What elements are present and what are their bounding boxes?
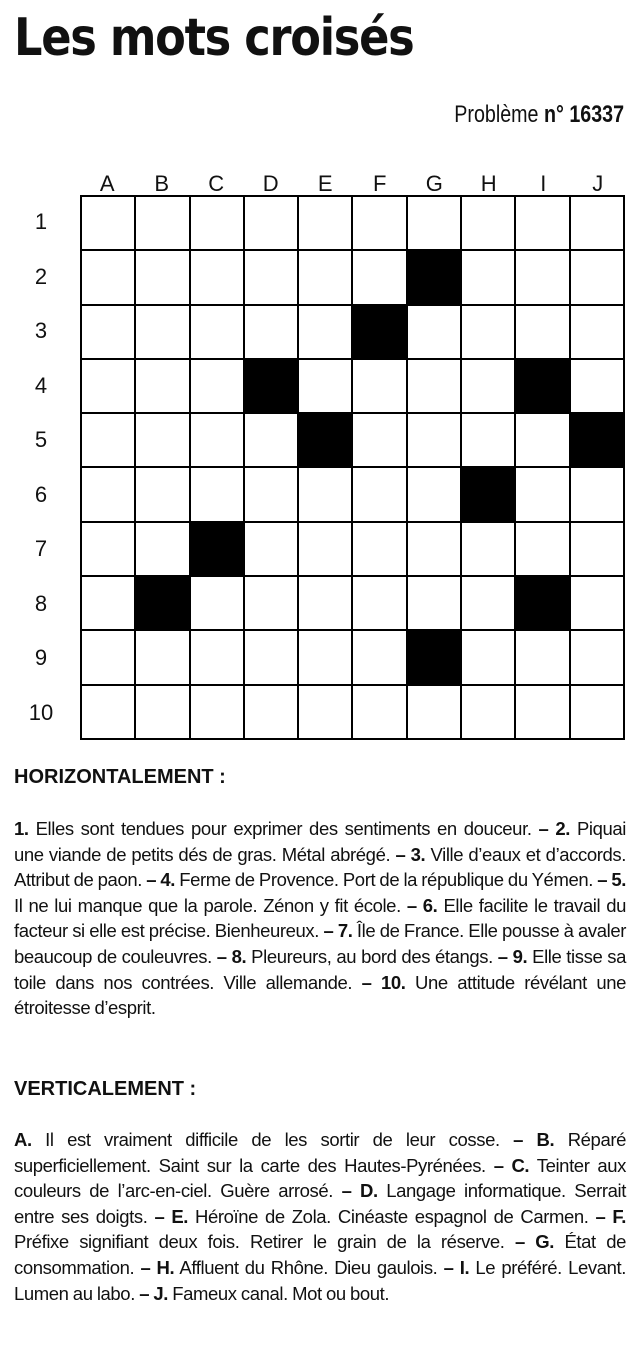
cell-i10[interactable] [516,686,570,740]
cell-f1[interactable] [353,197,407,251]
black-cell-g9 [408,631,462,685]
cell-b4[interactable] [136,360,190,414]
clue-number: I. [459,1256,470,1278]
clue-separator: – [504,1231,536,1253]
clue-text: Ferme de Provence. Port de la république du Yémen. [174,869,593,891]
clue-text: Elle tisse sa toile dans nos contrées. Ville allemande. [14,945,626,993]
clue-text: Le préféré. Levant. Lumen au labo. [14,1256,626,1304]
cell-e8[interactable] [299,577,353,631]
row-label-7: 7 [34,536,48,561]
clue-text: Fameux canal. Mot ou bout. [167,1282,390,1304]
cell-c9[interactable] [191,631,245,685]
cell-f8[interactable] [353,577,407,631]
clue-number: B. [536,1129,555,1150]
clue-text: État de consommation. [14,1231,626,1278]
black-cell-j5 [571,414,625,468]
column-label-h: H [480,171,497,196]
cell-i9[interactable] [516,631,570,685]
crossword-grid[interactable] [80,195,625,740]
cell-e7[interactable] [299,523,353,577]
clue-text: Réparé superficiellement. Saint sur la carte des Hautes-Pyrénées. [14,1129,626,1176]
problem-label: Problème [454,101,539,128]
row-label-10: 10 [28,699,54,725]
cell-c5[interactable] [191,414,245,468]
cell-h10[interactable] [462,686,516,740]
cell-a3[interactable] [82,306,136,360]
clue-separator: – [485,1154,512,1176]
column-label-a: A [99,171,115,196]
cell-a5[interactable] [82,414,136,468]
cell-i2[interactable] [516,251,570,305]
clue-separator: – [352,971,382,993]
black-cell-i4 [516,360,570,414]
cell-d8[interactable] [245,577,299,631]
cell-d3[interactable] [245,306,299,360]
horizontal-heading: HORIZONTALEMENT : [14,766,226,788]
clue-separator: – [390,843,411,865]
cell-g10[interactable] [408,686,462,740]
cell-h4[interactable] [462,360,516,414]
cell-h9[interactable] [462,631,516,685]
cell-h2[interactable] [462,251,516,305]
cell-j4[interactable] [571,360,625,414]
clue-separator: – [141,869,161,891]
cell-d1[interactable] [245,197,299,251]
cell-b2[interactable] [136,251,190,305]
cell-h1[interactable] [462,197,516,251]
clue-number: 4. [160,869,175,891]
clue-text: Teinter aux couleurs de l’arc-en-ciel. Guère arrosé. [14,1154,626,1202]
clue-number: 10. [381,971,406,993]
cell-a7[interactable] [82,523,136,577]
cell-c8[interactable] [191,577,245,631]
row-label-4: 4 [34,372,48,398]
cell-e3[interactable] [299,306,353,360]
clue-separator: – [531,818,556,839]
column-label-c: C [208,171,225,196]
black-cell-b8 [136,577,190,631]
clue-text: Langage informatique. Serrait entre ses doigts. [14,1180,626,1227]
cell-g7[interactable] [408,523,462,577]
column-headers [80,172,625,196]
clue-number: 9. [512,945,528,967]
clue-text: Préfixe signifiant deux fois. Retirer le grain de la réserve. [14,1231,505,1253]
cell-i6[interactable] [516,468,570,522]
vertical-heading: VERTICALEMENT : [14,1078,197,1100]
cell-a9[interactable] [82,631,136,685]
cell-j7[interactable] [571,523,625,577]
cell-c10[interactable] [191,686,245,740]
clue-number: G. [535,1231,555,1253]
clue-text: Pleureurs, au bord des étangs. [246,945,493,967]
cell-f2[interactable] [353,251,407,305]
black-cell-f3 [353,306,407,360]
cell-g5[interactable] [408,414,462,468]
column-label-f: F [373,171,387,196]
row-label-6: 6 [34,481,48,507]
clue-text: Affluent du Rhône. Dieu gaulois. [174,1256,438,1278]
clue-text: Elle facilite le travail du facteur si elle est précise. Bienheureux. [14,894,626,942]
cell-e6[interactable] [299,468,353,522]
black-cell-i8 [516,577,570,631]
column-label-d: D [262,171,279,196]
clue-separator: – [437,1256,460,1278]
cell-j3[interactable] [571,306,625,360]
cell-b9[interactable] [136,631,190,685]
column-label-i: I [540,171,547,196]
cell-e10[interactable] [299,686,353,740]
clue-text: Héroïne de Zola. Cinéaste espagnol de Carmen. [188,1205,589,1227]
cell-j9[interactable] [571,631,625,685]
cell-b6[interactable] [136,468,190,522]
cell-i7[interactable] [516,523,570,577]
cell-b1[interactable] [136,197,190,251]
clue-separator: – [499,1129,537,1150]
cell-d6[interactable] [245,468,299,522]
cell-c3[interactable] [191,306,245,360]
cell-d9[interactable] [245,631,299,685]
cell-g3[interactable] [408,306,462,360]
column-label-g: G [425,171,443,196]
cell-f9[interactable] [353,631,407,685]
cell-f6[interactable] [353,468,407,522]
clue-number: H. [156,1256,175,1278]
cell-e4[interactable] [299,360,353,414]
clue-text: Piquai une viande de petits dés de gras. Métal abrégé. [14,818,626,865]
clue-separator: – [147,1205,172,1227]
cell-j6[interactable] [571,468,625,522]
cell-j2[interactable] [571,251,625,305]
cell-d7[interactable] [245,523,299,577]
clue-number: A. [14,1129,32,1150]
black-cell-c7 [191,523,245,577]
cell-g8[interactable] [408,577,462,631]
clue-separator: – [211,945,232,967]
clue-text: Une attitude révélant une étroitesse d’esprit. [14,971,627,1019]
cell-g1[interactable] [408,197,462,251]
cell-d2[interactable] [245,251,299,305]
clue-number: 8. [231,945,247,967]
column-label-e: E [317,171,333,196]
clue-separator: – [319,920,338,942]
cell-f5[interactable] [353,414,407,468]
row-label-3: 3 [34,318,48,343]
cell-i1[interactable] [516,197,570,251]
vertical-clues [14,1127,626,1306]
horizontal-clues [14,816,626,1021]
clue-text: Ville d’eaux et d’accords. Attribut de paon. [14,843,626,891]
clue-number: 6. [422,894,438,916]
cell-a8[interactable] [82,577,136,631]
clue-number: 7. [337,920,353,942]
cell-i3[interactable] [516,306,570,360]
cell-c6[interactable] [191,468,245,522]
clue-separator: – [333,1180,360,1202]
cell-g4[interactable] [408,360,462,414]
cell-a10[interactable] [82,686,136,740]
clue-separator: – [134,1282,154,1304]
row-label-1: 1 [34,209,48,234]
cell-f7[interactable] [353,523,407,577]
row-label-9: 9 [34,645,48,670]
cell-e1[interactable] [299,197,353,251]
clue-text: Elles sont tendues pour exprimer des sentiments en douceur. [28,818,532,839]
row-label-8: 8 [34,590,48,616]
cell-j8[interactable] [571,577,625,631]
cell-j1[interactable] [571,197,625,251]
clue-separator: – [492,945,513,967]
cell-e2[interactable] [299,251,353,305]
cell-j10[interactable] [571,686,625,740]
cell-c4[interactable] [191,360,245,414]
clue-number: D. [360,1180,378,1202]
cell-c2[interactable] [191,251,245,305]
clue-number: J. [153,1282,168,1304]
cell-b7[interactable] [136,523,190,577]
cell-h8[interactable] [462,577,516,631]
black-cell-e5 [299,414,353,468]
cell-h5[interactable] [462,414,516,468]
clue-text: Il est vraiment difficile de les sortir de leur cosse. [31,1129,500,1150]
clue-number: 3. [410,843,426,865]
row-headers [16,195,66,740]
cell-d5[interactable] [245,414,299,468]
black-cell-g2 [408,251,462,305]
cell-b5[interactable] [136,414,190,468]
cell-b10[interactable] [136,686,190,740]
cell-d10[interactable] [245,686,299,740]
cell-h7[interactable] [462,523,516,577]
cell-h3[interactable] [462,306,516,360]
clue-text: Il ne lui manque que la parole. Zénon y fit école. [14,894,401,916]
column-label-j: J [592,171,604,196]
clue-number: C. [511,1154,530,1176]
problem-number [454,103,624,127]
clue-number: 2. [555,818,571,839]
cell-g6[interactable] [408,468,462,522]
clue-text: Île de France. Elle pousse à avaler beaucoup de couleuvres. [14,920,627,967]
clue-separator: – [588,1205,613,1227]
cell-e9[interactable] [299,631,353,685]
page-title: Les mots croisés [14,8,414,68]
cell-a1[interactable] [82,197,136,251]
cell-f4[interactable] [353,360,407,414]
row-label-5: 5 [34,427,48,452]
problem-value: n° 16337 [543,101,624,128]
clue-number: F. [612,1205,626,1227]
black-cell-d4 [245,360,299,414]
cell-a4[interactable] [82,360,136,414]
cell-b3[interactable] [136,306,190,360]
cell-a6[interactable] [82,468,136,522]
clue-number: 5. [611,869,626,891]
column-label-b: B [154,171,170,196]
cell-a2[interactable] [82,251,136,305]
clue-separator: – [134,1256,157,1278]
cell-i5[interactable] [516,414,570,468]
black-cell-h6 [462,468,516,522]
clue-separator: – [400,894,423,916]
clue-number: E. [171,1205,189,1227]
row-label-2: 2 [34,263,48,289]
cell-c1[interactable] [191,197,245,251]
cell-f10[interactable] [353,686,407,740]
clue-separator: – [592,869,612,891]
clue-number: 1. [14,818,29,839]
